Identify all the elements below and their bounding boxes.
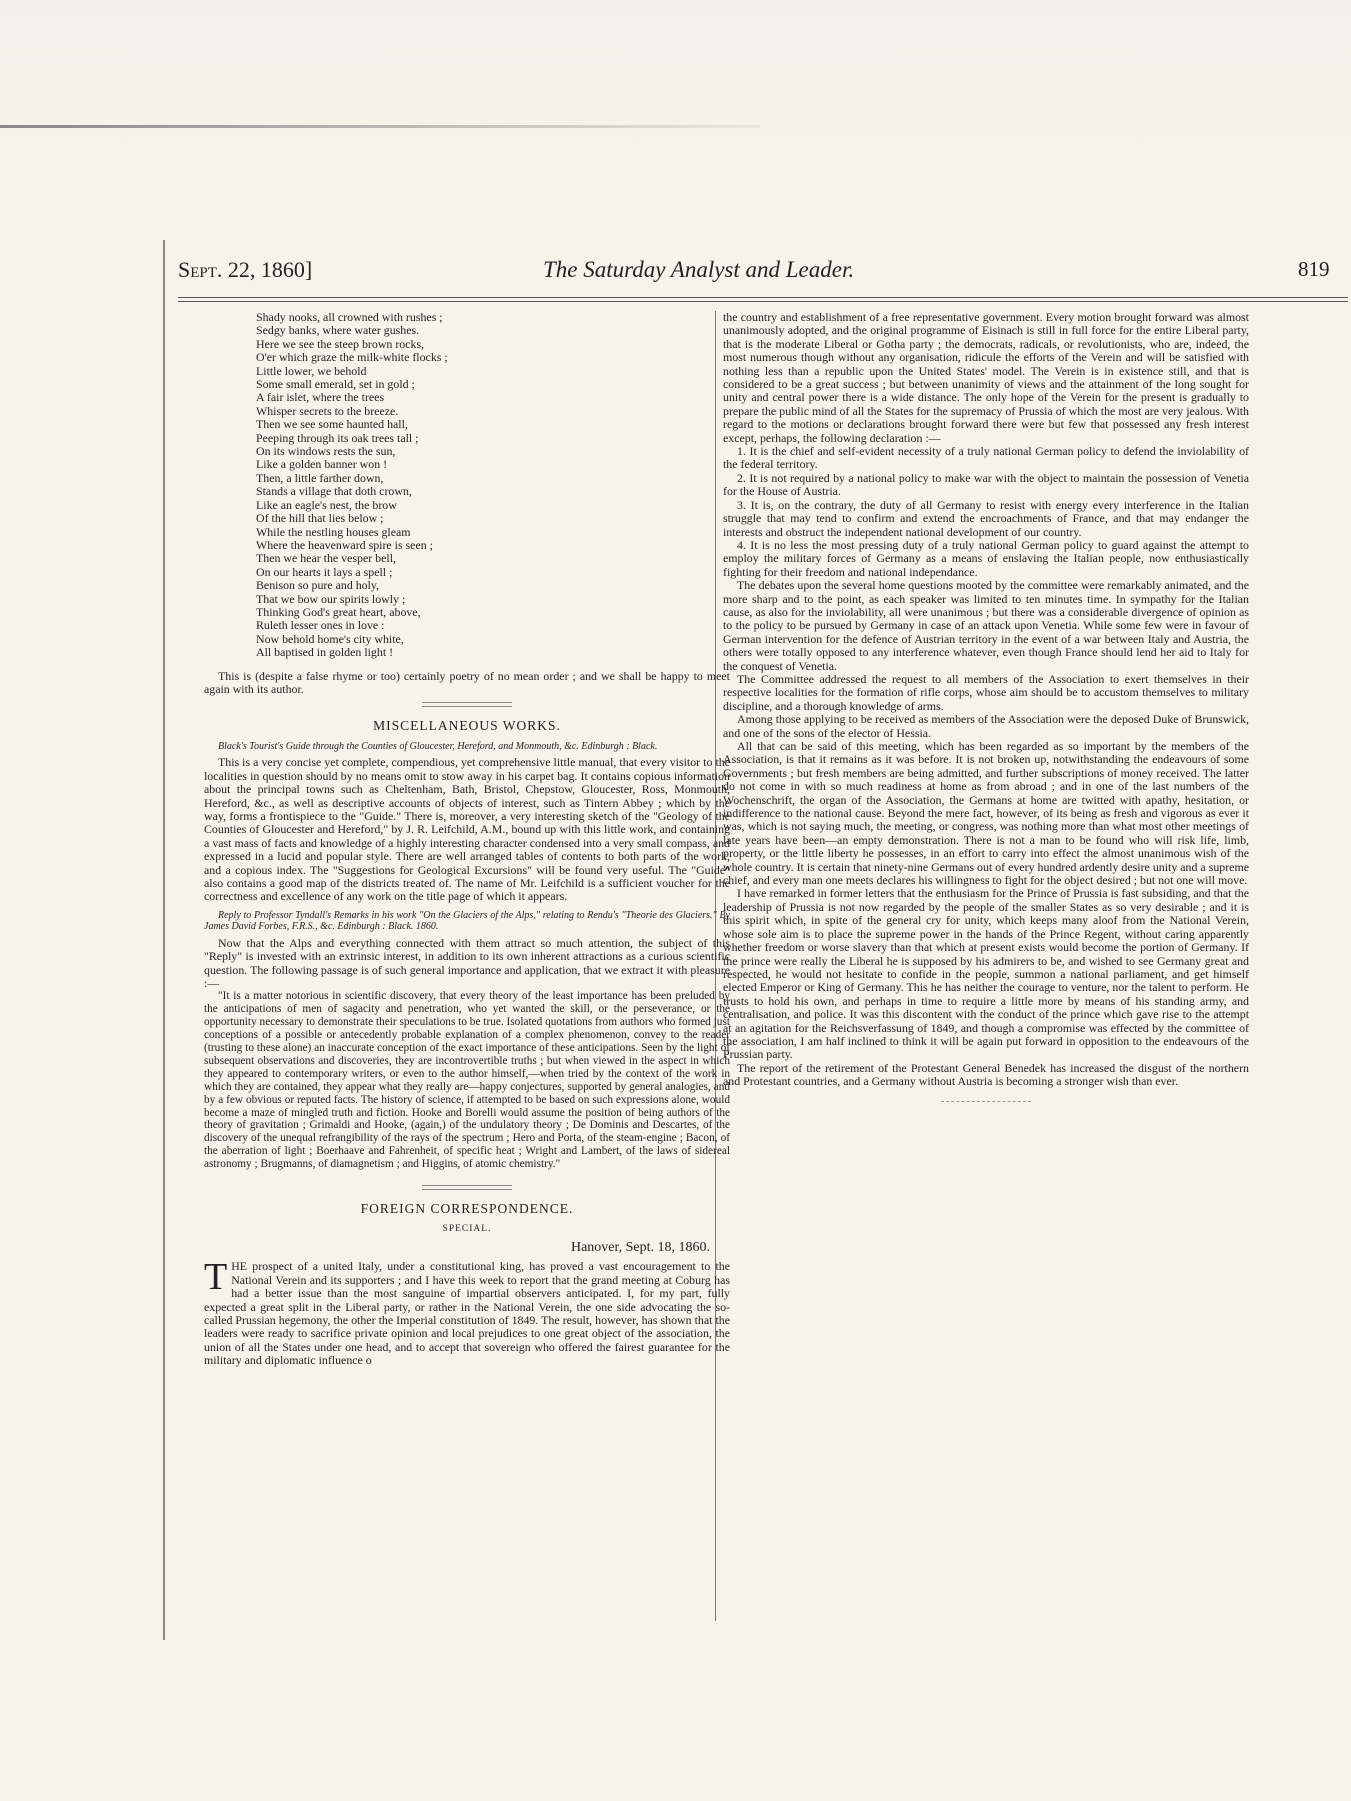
- header-rule: [178, 297, 1348, 298]
- section-ornament: [422, 702, 512, 707]
- poem-line: Then, a little farther down,: [256, 470, 384, 485]
- meeting-paragraph: All that can be said of this meeting, which has been regarded as so important by the members of the Association, is that it remains as it was before. It is not broken up, notwithstanding the endeavours of some Governments ; but fresh members are being admitted, and further subscriptions of money received. The latter do not come in with so much readiness at home as from abroad ; and in one of the last numbers of the Wochenschrift, the organ of the Association, the Germans at home are twitted with apathy, hesitation, or indifference to the national cause. Beyond the mere fact, however, of its being as fresh and vigorous as ever it was, which is not saying much, the meeting, or congress, was nothing more than what most other meetings of late years have been—an empty demonstration. There is not a man to be found who will risk life, limb, property, or the little liberty he possesses, in an effort to carry into effect the almost unanimous wish of the whole country. It is certain that ninety-nine Germans out of every hundred ardently desire unity and a supreme chief, and every man one meets declares his willingness to fight for the object desired ; but not one will move.: [723, 739, 1249, 888]
- poem-line: Some small emerald, set in gold ;: [256, 377, 415, 392]
- benedek-paragraph: The report of the retirement of the Protestant General Benedek has increased the disgust of the northern and Protestant countries, and a Germany without Austria is becoming a stronger wish than ever.: [723, 1060, 1249, 1089]
- poem-line: On our hearts it lays a spell ;: [256, 564, 393, 579]
- debates-paragraph: The debates upon the several home questions mooted by the committee were remarkably animated, and the more sharp and to the point, as each speaker was limited to ten minutes time. In sympathy for the Italian cause, as also for the inviolability, all were unanimous ; but there was a considerable divergence of opinion as to the policy to be pursued by Germany in case of an attack upon Venetia. While some few were in favour of German intervention for the defence of Austrian territory in the event of a war between Italy and Austria, the others were totally opposed to any interference whatever, even though France should lend her aid to Italy for the conquest of Venetia.: [723, 578, 1249, 673]
- poem-line: While the nestling houses gleam: [256, 524, 411, 539]
- running-header: [178, 257, 1348, 291]
- poem: [256, 311, 730, 660]
- letter-continuation: the country and establishment of a free representative government. Every motion brought forward was almost unanimously adopted, and the original programme of Eisinach is still in full force for the entire Liberal party, that is the moderate Liberal or Gotha party ; the democrats, radicals, or revolutionists, who are, indeed, the most numerous though without any organisation, ridicule the efforts of the Verein and will be satisfied with nothing less than a republic upon the United States' model. The Verein is in existence still, and that is considered to be a great success ; but between unanimity of views and the attainment of the long sought for unity and central power there is a wide distance. The only hope of the Verein for the present is gradually to prepare the public mind of all the States for the supremacy of Prussia of which the most are very jealous. With regard to the motions or declarations brought forward there were but few that possessed any fresh interest except, perhaps, the following declaration :—: [723, 311, 1249, 445]
- dateline: Hanover, Sept. 18, 1860.: [570, 1239, 710, 1255]
- left-column: [204, 311, 730, 1731]
- header-rule-double: [178, 301, 1348, 302]
- prince-paragraph: I have remarked in former letters that the enthusiasm for the Prince of Prussia is fast subsiding, and that the leadership of Prussia is not now regarded by the people of the smaller States as so very desirable ; and it is this spirit which, in spite of the general cry for unity, which keeps many aloof from the National Verein, whose sole aim is to place the supreme power in the hands of the Prince Regent, without caring apparently whether freedom or worse slavery than that which at present exists would become the portion of Germany. If the prince were really the Liberal he is supposed by his admirers to be, and wished to see Germany great and respected, he would not hesitate to confide in the people, summon a national parliament, and get himself elected Emperor or King of Germany. This he has neither the courage to venture, nor the talent to perform. He trusts to hold his own, and perhaps in time to require a little more by means of his standing army, and centralisation, and police. It was this discontent with the conduct of the prince which gave rise to the attempt at an agitation for the Reichsverfassung of 1849, and though a compromise was effected by the committee of the association, I am half inclined to think it will be again put forward in opposition to the endeavours of the Prussian party.: [723, 886, 1249, 1062]
- poem-comment: This is (despite a false rhyme or too) certainly poetry of no mean order ; and we shall be happy to meet again with its author.: [204, 668, 730, 696]
- reply-quotation: "It is a matter notorious in scientific discovery, that every theory of the least importance has been preluded by the anticipations of men of sagacity and penetration, who yet wanted the skill, or the perseverance, or the opportunity necessary to demonstrate their speculations to be true. Isolated quotations from authors who formed just conceptions of a possible or antecedently probable explanation of a complex phenomenon, convey to the reader (trusting to these alone) an inaccurate conception of the exact importance of these anticipations. Seen by the light of subsequent observations and discoveries, they are incontrovertible truths ; but when viewed in the aspect in which they appeared to contemporary writers, or even to the author himself,—when tried by the context of the work in which they are contained, they appear what they really are—happy conjectures, supported by general analogies, and by a few obvious or reputed facts. The history of science, if attempted to be based on such expressions alone, would become a maze of mingled truth and fiction. Hooke and Borelli would assume the position of being authors of the theory of gravitation ; Grimaldi and Hooke, (again,) of the undulatory theory ; De Dominis and Descartes, of the discovery of the unequal refrangibility of the rays of the spectrum ; Hero and Porta, of the steam-engine ; Bacon, of the aberration of light ; Boerhaave and Fahrenheit, of specific heat ; Wright and Lambert, of the laws of sidereal astronomy ; Brugmanns, of diamagnetism ; and Higgins, of atomic chemistry.": [204, 990, 730, 1171]
- reply-reference: Reply to Professor Tyndall's Remarks in his work "On the Glaciers of the Alps," relating to Rendu's "Theorie des Glaciers." By James David Forbes, F.R.S., &c. Edinburgh : Black. 1860.: [204, 909, 730, 933]
- guide-reference: Black's Tourist's Guide through the Counties of Gloucester, Hereford, and Monmouth, &c. Edinburgh : Black.: [218, 740, 658, 752]
- scan-streak: [0, 125, 760, 128]
- poem-line: Stands a village that doth crown,: [256, 484, 412, 499]
- end-ornament: [941, 1101, 1031, 1104]
- poem-line: Where the heavenward spire is seen ;: [256, 537, 433, 552]
- poem-line: Thinking God's great heart, above,: [256, 604, 421, 619]
- header-date: Sept. 22, 1860]: [178, 257, 313, 282]
- misc-heading: MISCELLANEOUS WORKS.: [373, 718, 561, 734]
- drop-cap: T: [204, 1256, 228, 1299]
- declaration-3: 3. It is, on the contrary, the duty of all Germany to resist with energy every interference in the Italian struggle that may tend to confirm and extend the encroachments of France, and that may endanger the interests and obstruct the independent national development of our country.: [723, 497, 1249, 539]
- page-number: 819: [1298, 257, 1330, 281]
- members-paragraph: Among those applying to be received as members of the Association were the deposed Duke of Brunswick, and one of the sons of the elector of Hessia.: [723, 712, 1249, 740]
- foreign-heading: FOREIGN CORRESPONDENCE.: [360, 1201, 574, 1217]
- declaration-2: 2. It is not required by a national policy to make war with the object to maintain the possession of Venetia for the House of Austria.: [723, 470, 1249, 499]
- poem-line: A fair islet, where the trees: [256, 390, 385, 405]
- poem-line: Shady nooks, all crowned with rushes ;: [256, 311, 443, 324]
- binding-edge: [163, 240, 165, 1640]
- poem-line: Whisper secrets to the breeze.: [256, 403, 399, 418]
- poem-line: Of the hill that lies below ;: [256, 511, 384, 526]
- special-label: SPECIAL.: [442, 1224, 492, 1235]
- committee-paragraph: The Committee addressed the request to all members of the Association to exert themselves in their respective localities for the formation of rifle corps, whose aim should be to accustom themselves to military discipline, and a thorough knowledge of arms.: [723, 671, 1249, 713]
- section-ornament: [422, 1185, 512, 1190]
- poem-line: Then we see some haunted hall,: [256, 417, 408, 432]
- poem-line: All baptised in golden light !: [256, 645, 394, 660]
- header-title: The Saturday Analyst and Leader.: [543, 257, 855, 282]
- poem-line: Like a golden banner won !: [256, 457, 388, 472]
- poem-line: Little lower, we behold: [256, 363, 367, 378]
- poem-line: On its windows rests the sun,: [256, 444, 396, 459]
- poem-line: Ruleth lesser ones in love :: [256, 618, 385, 633]
- poem-line: O'er which graze the milk-white flocks ;: [256, 350, 448, 365]
- poem-line: That we bow our spirits lowly ;: [256, 591, 406, 606]
- reply-review: Now that the Alps and everything connected with them attract so much attention, the subject of this "Reply" is invested with an extrinsic interest, in addition to its own inherent attractions as a curious scientific question. The following passage is of such general importance and application, that we extract it with pleasure :—: [204, 935, 730, 990]
- foreign-letter-opening: [204, 1256, 730, 1368]
- poem-line: Benison so pure and holy,: [256, 578, 380, 593]
- poem-line: Now behold home's city white,: [256, 631, 404, 646]
- poem-line: Peeping through its oak trees tall ;: [256, 430, 419, 445]
- guide-review: This is a very concise yet complete, compendious, yet comprehensive little manual, that every visitor to the localities in question should by no means omit to stow away in his carpet bag. It contains copious information about the principal towns such as Cheltenham, Bath, Bristol, Chepstow, Gloucester, Ross, Monmouth, Hereford, &c., as well as descriptive accounts of objects of interest, such as Tintern Abbey ; which by the way, forms a frontispiece to the "Guide." There is, moreover, a very interesting sketch of the "Geology of the Counties of Gloucester and Hereford," by J. R. Leifchild, A.M., bound up with this little work, and containing a vast mass of facts and knowledge of a highly interesting character condensed into a very small compass, and expressed in a lucid and popular style. There are well arranged tables of contents to both parts of the work, and a copious index. The "Suggestions for Geological Excursions" will be found very useful. The "Guide" also contains a good map of the districts treated of. The name of Mr. Leifchild is a sufficient voucher for the correctness and excellence of any work on the title page of which it appears.: [204, 755, 730, 904]
- poem-line: Sedgy banks, where water gushes.: [256, 323, 420, 338]
- declaration-4: 4. It is no less the most pressing duty of a truly national German policy to guard against the attempt to employ the military forces of Germany as a means of enslaving the Italian people, now enthusiastically fighting for their freedom and national independance.: [723, 537, 1249, 579]
- declaration-1: 1. It is the chief and self-evident necessity of a truly national German policy to defend the inviolability of the federal territory.: [723, 444, 1249, 472]
- poem-line: Then we hear the vesper bell,: [256, 551, 396, 566]
- foreign-letter-text: HE prospect of a united Italy, under a constitutional king, has proved a vast encouragement to the National Verein and its supporters ; and I have this week to report that the grand meeting at Coburg has had a better issue than the most sanguine of impartial observers anticipated. I, for my part, fully expected a great split in the Liberal party, or rather in the National Verein, the one side advocating the so-called Prussian hegemony, the other the Imperial constitution of 1849. The result, however, has shown that the leaders were ready to sacrifice private opinion and local prejudices to one great object of the association, the union of all the States under one head, and to accept that sovereign who offered the fairest guarantee for the military and diplomatic influence o: [204, 1259, 730, 1368]
- right-column: [723, 311, 1249, 1731]
- poem-line: Here we see the steep brown rocks,: [256, 336, 425, 351]
- poem-line: Like an eagle's nest, the brow: [256, 497, 397, 512]
